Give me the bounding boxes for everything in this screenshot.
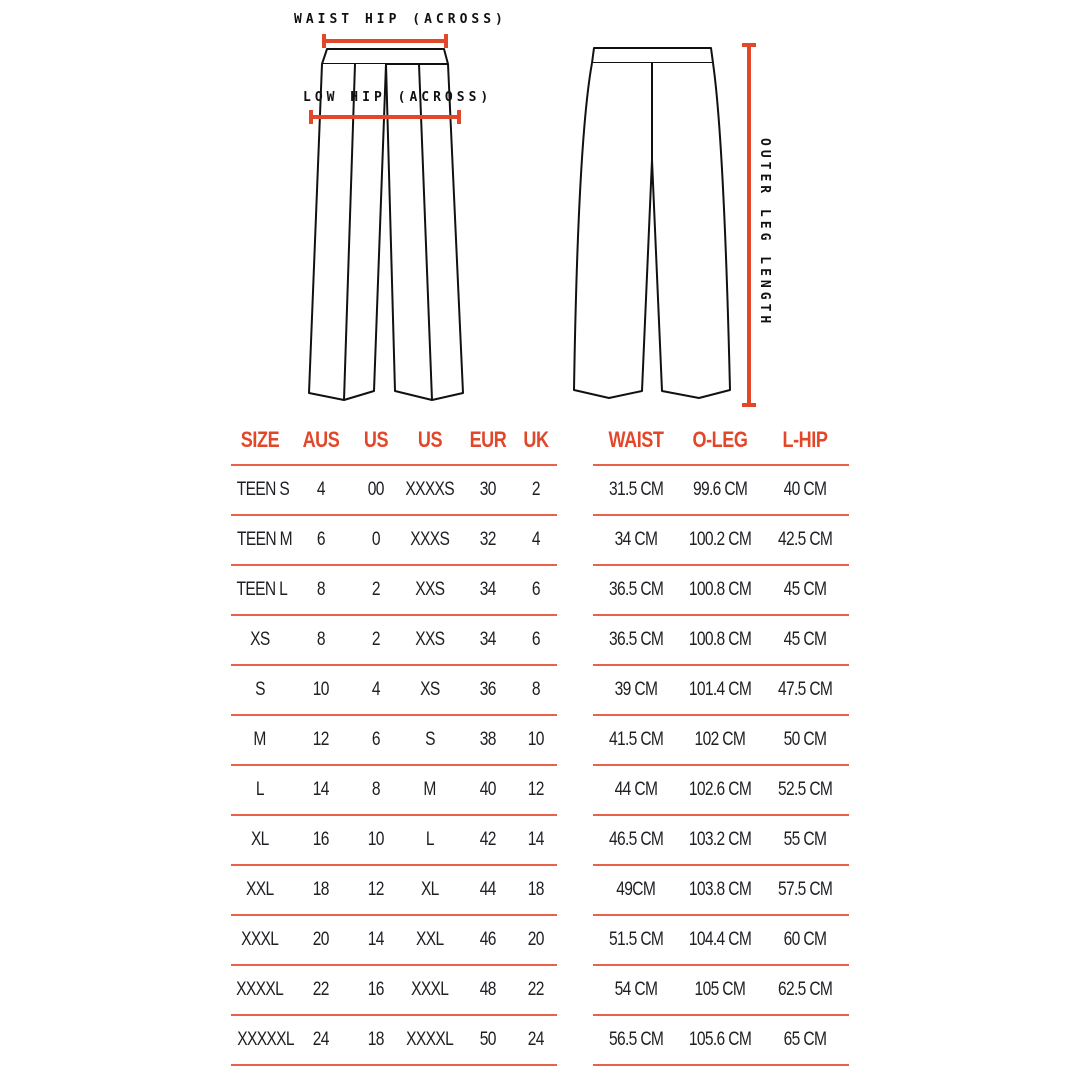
cell-value: 4 <box>531 529 541 550</box>
cell-value: 100.8 CM <box>688 629 752 650</box>
cell-value: 44 <box>479 879 497 900</box>
cell-uk <box>515 915 557 965</box>
cell-value: XXS <box>415 629 445 650</box>
cell-eur <box>461 915 515 965</box>
cell-value: 8 <box>371 779 381 800</box>
cell-low-hip <box>761 1015 849 1065</box>
cell-size <box>231 815 289 865</box>
cell-waist <box>593 715 679 765</box>
low-hip-label: LOW HIP (ACROSS) <box>303 90 493 105</box>
cell-value: 49CM <box>616 879 656 900</box>
cell-low-hip <box>761 965 849 1015</box>
cell-low-hip <box>761 465 849 515</box>
cell-value: M <box>423 779 437 800</box>
column-header-low-hip: L-HIP <box>782 427 828 452</box>
cell-value: 18 <box>312 879 330 900</box>
cell-us-numeric <box>353 515 399 565</box>
cell-value: 14 <box>527 829 545 850</box>
cell-us-letter <box>399 1015 461 1065</box>
cell-value: L <box>425 829 435 850</box>
cell-uk <box>515 815 557 865</box>
table-row <box>593 915 849 965</box>
column-header-aus: AUS <box>302 427 340 452</box>
cell-waist <box>593 1015 679 1065</box>
cell-waist <box>593 965 679 1015</box>
cell-value: 104.4 CM <box>688 929 752 950</box>
cell-size <box>231 565 289 615</box>
cell-waist <box>593 865 679 915</box>
cell-value: XXL <box>246 879 274 900</box>
cell-us-numeric <box>353 865 399 915</box>
cell-value: 10 <box>367 829 385 850</box>
cell-us-numeric <box>353 715 399 765</box>
table-row <box>593 1015 849 1065</box>
cell-value: 60 CM <box>783 929 827 950</box>
cell-eur <box>461 515 515 565</box>
cell-value: 10 <box>527 729 545 750</box>
cell-value: 14 <box>312 779 330 800</box>
table-row <box>231 565 557 615</box>
table-row <box>231 715 557 765</box>
cell-value: 46 <box>479 929 497 950</box>
cell-value: 42.5 CM <box>777 529 833 550</box>
table-row <box>231 515 557 565</box>
cell-outer-leg <box>679 665 761 715</box>
cell-size <box>231 615 289 665</box>
cell-value: XS <box>420 679 440 700</box>
cell-eur <box>461 565 515 615</box>
cell-size <box>231 465 289 515</box>
cell-value: XXS <box>415 579 445 600</box>
cell-eur <box>461 1015 515 1065</box>
cell-value: 16 <box>367 979 385 1000</box>
cell-value: 65 CM <box>783 1029 827 1050</box>
cell-value: 45 CM <box>783 579 827 600</box>
size-conversion-table <box>231 416 557 1066</box>
table-row <box>231 765 557 815</box>
cell-outer-leg <box>679 915 761 965</box>
cell-uk <box>515 465 557 515</box>
cell-value: 30 <box>479 479 497 500</box>
cell-us-numeric <box>353 815 399 865</box>
cell-eur <box>461 465 515 515</box>
cell-value: 102.6 CM <box>688 779 752 800</box>
cell-waist <box>593 565 679 615</box>
table-row <box>593 865 849 915</box>
cell-value: 34 CM <box>614 529 658 550</box>
column-header-us-numeric: US <box>363 427 389 452</box>
cell-uk <box>515 615 557 665</box>
outer-leg-length-label: OUTER LEG LENGTH <box>757 138 772 328</box>
cell-value: S <box>425 729 435 750</box>
cell-value: 38 <box>479 729 497 750</box>
cell-low-hip <box>761 615 849 665</box>
cell-uk <box>515 515 557 565</box>
cell-value: 50 <box>479 1029 497 1050</box>
cell-value: 24 <box>312 1029 330 1050</box>
cell-us-numeric <box>353 1015 399 1065</box>
table-row <box>231 815 557 865</box>
cell-value: 20 <box>527 929 545 950</box>
table-row <box>231 1015 557 1065</box>
cell-value: 18 <box>367 1029 385 1050</box>
cell-value: 55 CM <box>783 829 827 850</box>
cell-low-hip <box>761 665 849 715</box>
cell-waist <box>593 765 679 815</box>
cell-uk <box>515 965 557 1015</box>
cell-size <box>231 765 289 815</box>
cell-aus <box>289 915 353 965</box>
cell-value: XXXXL <box>236 979 284 1000</box>
table-row <box>231 865 557 915</box>
cell-value: TEEN M <box>237 529 292 550</box>
cell-value: 34 <box>479 629 497 650</box>
cell-value: XXXL <box>411 979 449 1000</box>
cell-value: 103.8 CM <box>688 879 752 900</box>
cell-value: 10 <box>312 679 330 700</box>
cell-value: XXXXXL <box>237 1029 294 1050</box>
cell-size <box>231 665 289 715</box>
cell-low-hip <box>761 515 849 565</box>
cell-eur <box>461 765 515 815</box>
cell-low-hip <box>761 765 849 815</box>
cell-value: 100.8 CM <box>688 579 752 600</box>
pants-diagram <box>0 0 1080 410</box>
cell-value: 105.6 CM <box>688 1029 752 1050</box>
cell-value: XL <box>421 879 439 900</box>
cell-us-letter <box>399 465 461 515</box>
cell-us-letter <box>399 865 461 915</box>
cell-value: 8 <box>316 579 326 600</box>
column-header-uk: UK <box>523 427 549 452</box>
pants-illustration <box>0 0 1080 410</box>
cell-value: 36 <box>479 679 497 700</box>
cell-us-letter <box>399 915 461 965</box>
table-row <box>593 615 849 665</box>
cell-eur <box>461 865 515 915</box>
cell-waist <box>593 615 679 665</box>
cell-low-hip <box>761 915 849 965</box>
cell-waist <box>593 815 679 865</box>
cell-value: XS <box>250 629 270 650</box>
cell-value: 41.5 CM <box>608 729 664 750</box>
cell-value: 14 <box>367 929 385 950</box>
cell-outer-leg <box>679 565 761 615</box>
cell-value: 4 <box>316 479 326 500</box>
cell-eur <box>461 615 515 665</box>
cell-uk <box>515 1015 557 1065</box>
cell-value: 100.2 CM <box>688 529 752 550</box>
cell-us-numeric <box>353 765 399 815</box>
cell-us-numeric <box>353 615 399 665</box>
cell-us-numeric <box>353 965 399 1015</box>
cell-low-hip <box>761 565 849 615</box>
cell-value: 62.5 CM <box>777 979 833 1000</box>
cell-us-letter <box>399 965 461 1015</box>
cell-value: XXXS <box>410 529 450 550</box>
cell-aus <box>289 665 353 715</box>
cell-value: 36.5 CM <box>608 629 664 650</box>
cell-value: 32 <box>479 529 497 550</box>
cell-uk <box>515 765 557 815</box>
cell-outer-leg <box>679 865 761 915</box>
cell-aus <box>289 465 353 515</box>
cell-value: 6 <box>371 729 381 750</box>
cell-us-letter <box>399 715 461 765</box>
cell-aus <box>289 765 353 815</box>
cell-value: 36.5 CM <box>608 579 664 600</box>
cell-value: 105 CM <box>694 979 746 1000</box>
cell-aus <box>289 715 353 765</box>
column-header-waist: WAIST <box>608 427 664 452</box>
cell-aus <box>289 515 353 565</box>
cell-outer-leg <box>679 615 761 665</box>
cell-uk <box>515 865 557 915</box>
table-row <box>231 465 557 515</box>
cell-value: 50 CM <box>783 729 827 750</box>
cell-value: 40 <box>479 779 497 800</box>
cell-value: 51.5 CM <box>608 929 664 950</box>
cell-value: 0 <box>371 529 381 550</box>
cell-us-numeric <box>353 665 399 715</box>
cell-value: 18 <box>527 879 545 900</box>
cell-uk <box>515 565 557 615</box>
cell-eur <box>461 715 515 765</box>
cell-waist <box>593 515 679 565</box>
back-waistband <box>592 48 713 63</box>
column-header-eur: EUR <box>469 427 507 452</box>
cell-value: L <box>255 779 265 800</box>
cell-value: TEEN L <box>236 579 288 600</box>
cell-waist <box>593 465 679 515</box>
cell-value: XXXXS <box>405 479 455 500</box>
front-left-leg <box>309 64 386 400</box>
cell-value: 6 <box>531 579 541 600</box>
cell-value: 99.6 CM <box>692 479 748 500</box>
cell-aus <box>289 565 353 615</box>
cell-value: 48 <box>479 979 497 1000</box>
cell-us-letter <box>399 565 461 615</box>
cell-aus <box>289 1015 353 1065</box>
cell-value: 57.5 CM <box>777 879 833 900</box>
cell-low-hip <box>761 865 849 915</box>
column-header-us-letter: US <box>417 427 443 452</box>
cell-us-letter <box>399 615 461 665</box>
cell-us-numeric <box>353 915 399 965</box>
cell-value: 52.5 CM <box>777 779 833 800</box>
cell-value: 56.5 CM <box>608 1029 664 1050</box>
cell-value: 16 <box>312 829 330 850</box>
cell-size <box>231 865 289 915</box>
cell-value: 47.5 CM <box>777 679 833 700</box>
cell-value: M <box>253 729 267 750</box>
cell-value: 31.5 CM <box>608 479 664 500</box>
cell-us-letter <box>399 515 461 565</box>
measurement-table-header <box>593 416 849 465</box>
cell-value: TEEN S <box>236 479 290 500</box>
cell-value: 2 <box>371 579 381 600</box>
cell-value: 45 CM <box>783 629 827 650</box>
cell-value: 102 CM <box>694 729 746 750</box>
table-row <box>231 665 557 715</box>
cell-low-hip <box>761 715 849 765</box>
cell-value: 22 <box>527 979 545 1000</box>
table-row <box>593 815 849 865</box>
cell-us-numeric <box>353 465 399 515</box>
cell-waist <box>593 665 679 715</box>
cell-value: 40 CM <box>783 479 827 500</box>
cell-value: 2 <box>371 629 381 650</box>
cell-value: S <box>255 679 265 700</box>
table-row <box>593 515 849 565</box>
cell-value: 103.2 CM <box>688 829 752 850</box>
cell-value: XXXL <box>241 929 279 950</box>
cell-value: 8 <box>316 629 326 650</box>
cell-low-hip <box>761 815 849 865</box>
cell-value: 54 CM <box>614 979 658 1000</box>
cell-eur <box>461 665 515 715</box>
cell-aus <box>289 965 353 1015</box>
cell-us-letter <box>399 765 461 815</box>
cell-outer-leg <box>679 465 761 515</box>
table-row <box>593 715 849 765</box>
cell-outer-leg <box>679 965 761 1015</box>
cell-value: 34 <box>479 579 497 600</box>
column-header-size: SIZE <box>240 427 280 452</box>
measurement-table <box>593 416 849 1066</box>
size-table-header <box>231 416 557 465</box>
cell-value: 22 <box>312 979 330 1000</box>
cell-value: 4 <box>371 679 381 700</box>
cell-uk <box>515 715 557 765</box>
table-row <box>593 565 849 615</box>
cell-value: 42 <box>479 829 497 850</box>
cell-value: 6 <box>316 529 326 550</box>
cell-aus <box>289 865 353 915</box>
cell-value: 8 <box>531 679 541 700</box>
cell-value: 39 CM <box>614 679 658 700</box>
cell-us-letter <box>399 815 461 865</box>
cell-outer-leg <box>679 765 761 815</box>
cell-us-numeric <box>353 565 399 615</box>
table-row <box>231 965 557 1015</box>
cell-aus <box>289 615 353 665</box>
table-row <box>231 915 557 965</box>
table-row <box>593 665 849 715</box>
waist-hip-label: WAIST HIP (ACROSS) <box>294 12 507 27</box>
cell-value: 12 <box>527 779 545 800</box>
cell-waist <box>593 915 679 965</box>
cell-size <box>231 1015 294 1065</box>
cell-value: XL <box>251 829 269 850</box>
cell-size <box>231 965 289 1015</box>
cell-size <box>231 915 289 965</box>
cell-value: 6 <box>531 629 541 650</box>
cell-value: 24 <box>527 1029 545 1050</box>
cell-outer-leg <box>679 715 761 765</box>
cell-aus <box>289 815 353 865</box>
cell-size <box>231 515 292 565</box>
cell-eur <box>461 965 515 1015</box>
cell-value: 12 <box>367 879 385 900</box>
cell-value: XXL <box>416 929 444 950</box>
column-header-outer-leg: O-LEG <box>692 427 748 452</box>
cell-value: 00 <box>367 479 385 500</box>
cell-value: 2 <box>531 479 541 500</box>
cell-size <box>231 715 289 765</box>
table-row <box>593 765 849 815</box>
cell-outer-leg <box>679 1015 761 1065</box>
cell-eur <box>461 815 515 865</box>
cell-value: XXXXL <box>406 1029 454 1050</box>
front-waistband <box>322 49 448 64</box>
table-row <box>593 965 849 1015</box>
cell-value: 44 CM <box>614 779 658 800</box>
cell-us-letter <box>399 665 461 715</box>
cell-value: 101.4 CM <box>688 679 752 700</box>
cell-outer-leg <box>679 515 761 565</box>
table-row <box>593 465 849 515</box>
table-row <box>231 615 557 665</box>
cell-value: 12 <box>312 729 330 750</box>
cell-value: 20 <box>312 929 330 950</box>
cell-outer-leg <box>679 815 761 865</box>
cell-value: 46.5 CM <box>608 829 664 850</box>
cell-uk <box>515 665 557 715</box>
